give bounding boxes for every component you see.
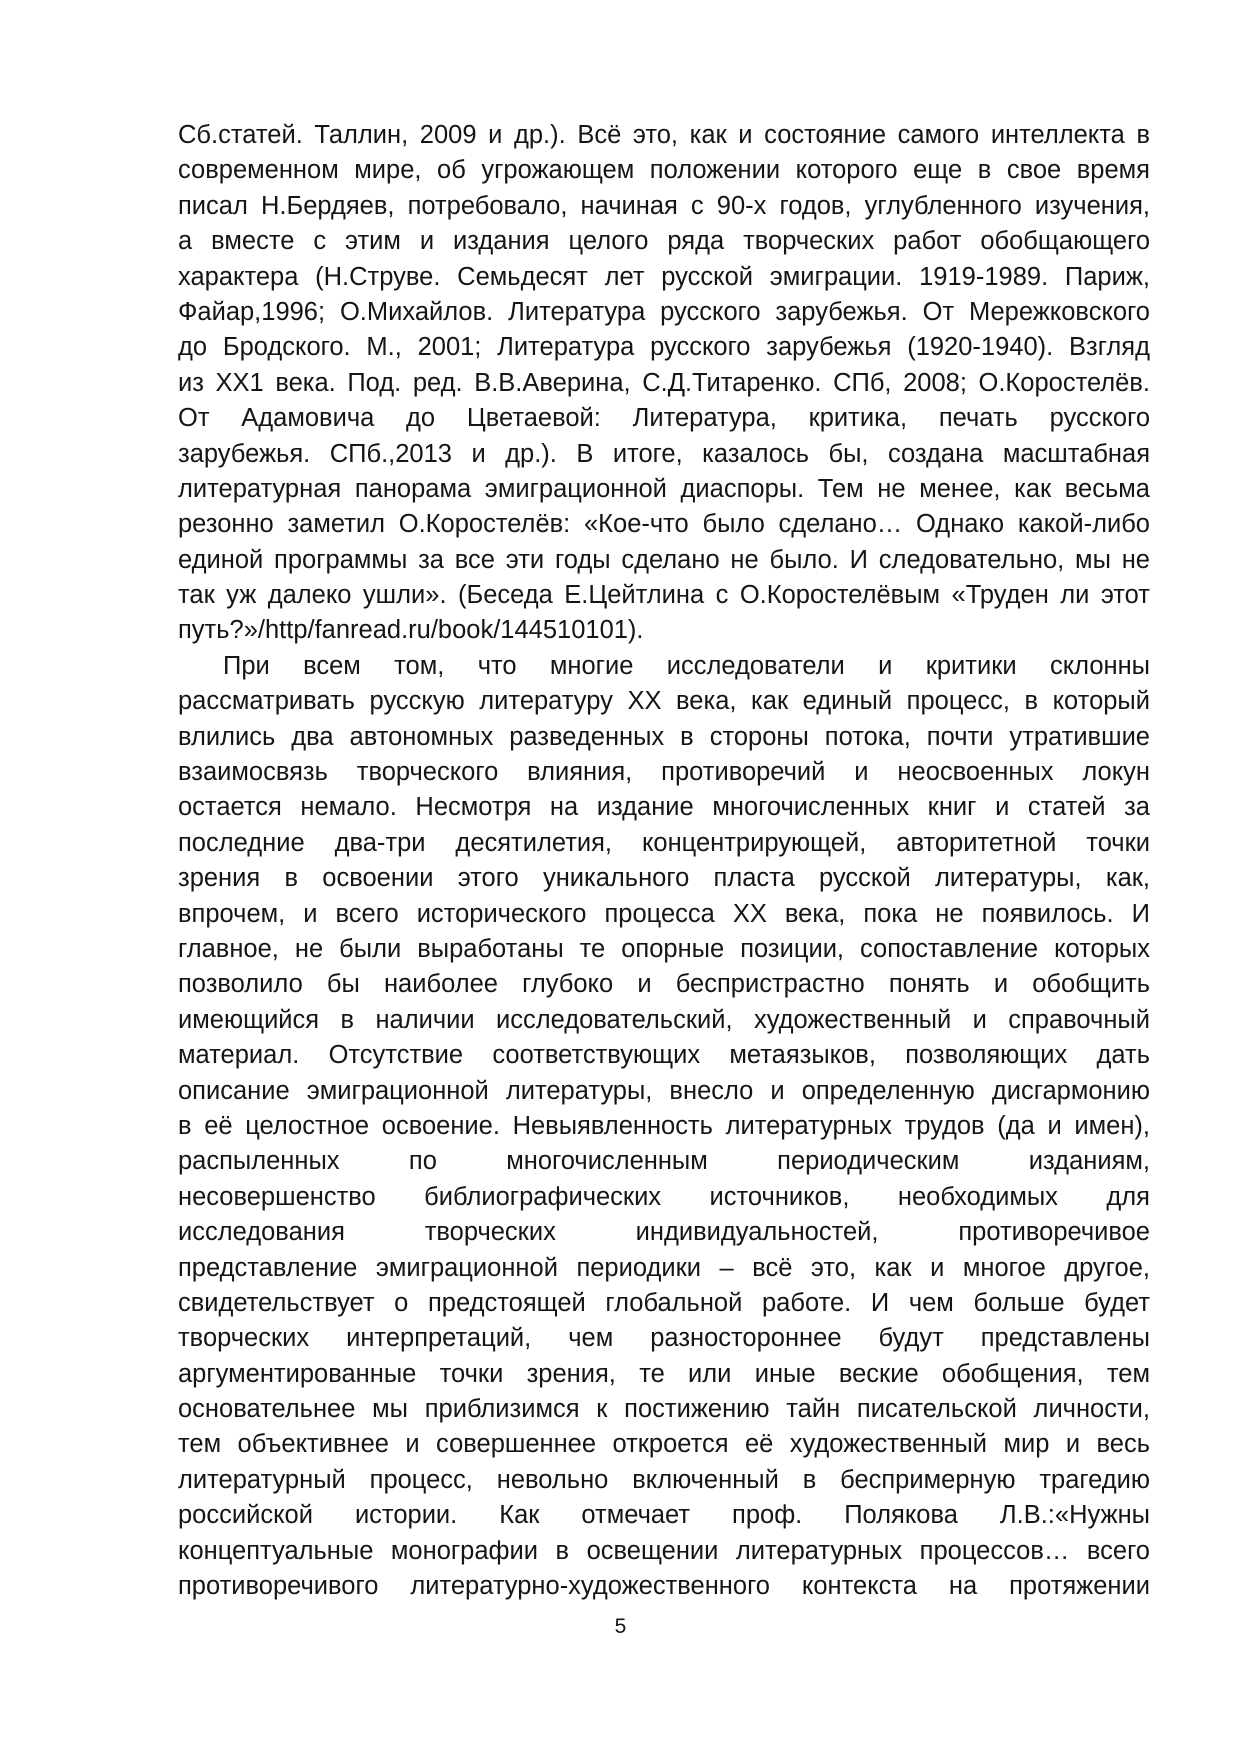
- text-line: впрочем, и всего исторического процесса ХХ века, пока не появилось. И: [178, 899, 1150, 928]
- text-line: творческих интерпретаций, чем разностороннее будут представлены: [178, 1324, 1150, 1353]
- text-line: При всем том, что многие исследователи и критики склонны: [223, 651, 1150, 680]
- text-line: несовершенство библиографических источников, необходимых для: [178, 1182, 1150, 1211]
- paragraph-2: [178, 649, 1150, 1605]
- text-line: зрения в освоении этого уникального пласта русской литературы, как,: [178, 864, 1150, 893]
- text-line: остается немало. Несмотря на издание многочисленных книг и статей за: [178, 793, 1150, 822]
- paragraph-1: [178, 118, 1150, 649]
- text-line: писал Н.Бердяев, потребовало, начиная с 90-х годов, углубленного изучения,: [178, 191, 1150, 220]
- text-line: концептуальные монографии в освещении литературных процессов… всего: [178, 1536, 1150, 1565]
- text-line: современном мире, об угрожающем положении которого еще в свое время: [178, 156, 1150, 185]
- text-line: рассматривать русскую литературу ХХ века, как единый процесс, в который: [178, 687, 1150, 716]
- text-line: представление эмиграционной периодики – всё это, как и многое другое,: [178, 1253, 1150, 1282]
- text-line: в её целостное освоение. Невыявленность литературных трудов (да и имен),: [178, 1111, 1150, 1140]
- text-line: российской истории. Как отмечает проф. Полякова Л.В.:«Нужны: [178, 1501, 1150, 1530]
- text-line: зарубежья. СПб.,2013 и др.). В итоге, казалось бы, создана масштабная: [178, 439, 1150, 468]
- text-line: описание эмиграционной литературы, внесло и определенную дисгармонию: [178, 1076, 1150, 1105]
- text-line: свидетельствует о предстоящей глобальной работе. И чем больше будет: [178, 1288, 1150, 1317]
- text-line: взаимосвязь творческого влияния, противоречий и неосвоенных локун: [178, 758, 1150, 787]
- text-line: литературный процесс, невольно включенный в беспримерную трагедию: [178, 1465, 1150, 1494]
- text-line: позволило бы наиболее глубоко и беспристрастно понять и обобщить: [178, 970, 1150, 999]
- text-line: до Бродского. М., 2001; Литература русского зарубежья (1920-1940). Взгляд: [178, 333, 1150, 362]
- text-line: из ХХ1 века. Под. ред. В.В.Аверина, С.Д.Титаренко. СПб, 2008; О.Коростелёв.: [178, 368, 1150, 397]
- text-line: материал. Отсутствие соответствующих метаязыков, позволяющих дать: [178, 1041, 1150, 1070]
- text-line: аргументированные точки зрения, те или иные веские обобщения, тем: [178, 1359, 1150, 1388]
- text-line: единой программы за все эти годы сделано не было. И следовательно, мы не: [178, 545, 1150, 574]
- text-line: тем объективнее и совершеннее откроется её художественный мир и весь: [178, 1430, 1150, 1459]
- text-line: литературная панорама эмиграционной диаспоры. Тем не менее, как весьма: [178, 474, 1150, 503]
- text-line: Файар,1996; О.Михайлов. Литература русского зарубежья. От Мережковского: [178, 297, 1150, 326]
- text-line: имеющийся в наличии исследовательский, художественный и справочный: [178, 1005, 1150, 1034]
- body-text: [178, 118, 1150, 1604]
- text-line: противоречивого литературно-художественного контекста на протяжении: [178, 1572, 1150, 1601]
- text-line: От Адамовича до Цветаевой: Литература, критика, печать русского: [178, 404, 1150, 433]
- text-line: основательнее мы приблизимся к постижению тайн писательской личности,: [178, 1395, 1150, 1424]
- text-line: Сб.статей. Таллин, 2009 и др.). Всё это, как и состояние самого интеллекта в: [178, 121, 1150, 149]
- page-number: 5: [614, 1615, 627, 1638]
- text-line: так уж далеко ушли». (Беседа Е.Цейтлина с О.Коростелёвым «Труден ли этот: [178, 581, 1150, 610]
- text-line: путь?»/http/fanread.ru/book/144510101).: [178, 616, 644, 645]
- text-line: характера (Н.Струве. Семьдесят лет русской эмиграции. 1919-1989. Париж,: [178, 262, 1150, 291]
- text-line: влились два автономных разведенных в стороны потока, почти утратившие: [178, 722, 1150, 751]
- text-line: исследования творческих индивидуальностей, противоречивое: [178, 1218, 1150, 1247]
- text-line: распыленных по многочисленным периодическим изданиям,: [178, 1147, 1150, 1176]
- text-line: последние два-три десятилетия, концентрирующей, авторитетной точки: [178, 828, 1150, 857]
- text-line: резонно заметил О.Коростелёв: «Кое-что было сделано… Однако какой-либо: [178, 510, 1150, 539]
- text-line: главное, не были выработаны те опорные позиции, сопоставление которых: [178, 934, 1150, 963]
- text-line: а вместе с этим и издания целого ряда творческих работ обобщающего: [178, 227, 1150, 256]
